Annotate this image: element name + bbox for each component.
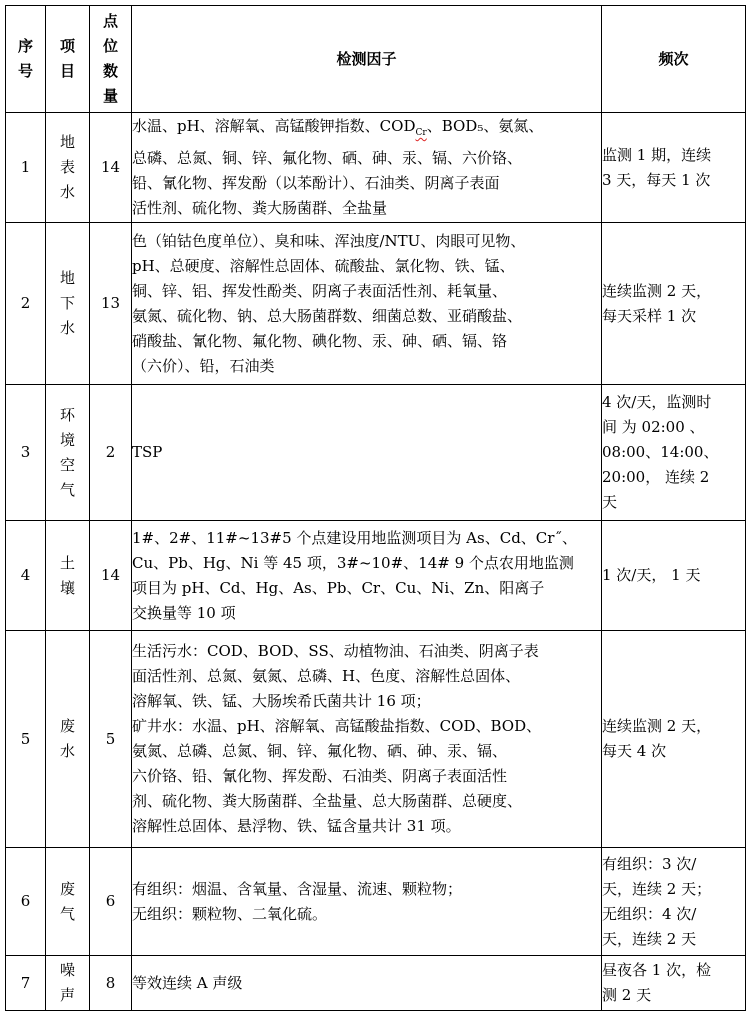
row-freq: 有组织：3 次/ 天，连续 2 天； 无组织：4 次/ 天，连续 2 天 bbox=[602, 848, 746, 956]
row-freq: 连续监测 2 天， 每天采样 1 次 bbox=[602, 223, 746, 385]
table-row bbox=[6, 848, 746, 956]
row-seq: 1 bbox=[6, 113, 46, 223]
row-count: 8 bbox=[90, 956, 132, 1011]
row-item: 环 境 空 气 bbox=[46, 385, 90, 521]
row-freq: 4 次/天，监测时 间 为 02:00 、 08:00、14:00、 20:00， 连续 2 天 bbox=[602, 385, 746, 521]
row-count: 13 bbox=[90, 223, 132, 385]
row-count: 5 bbox=[90, 631, 132, 848]
row-count: 14 bbox=[90, 113, 132, 223]
row-freq: 连续监测 2 天， 每天 4 次 bbox=[602, 631, 746, 848]
header-count: 点 位 数 量 bbox=[90, 6, 132, 113]
header-seq: 序 号 bbox=[6, 6, 46, 113]
header-row bbox=[6, 6, 746, 113]
table-row bbox=[6, 521, 746, 631]
table-row bbox=[6, 956, 746, 1011]
monitoring-table bbox=[5, 5, 746, 1011]
header-item: 项 目 bbox=[46, 6, 90, 113]
header-freq: 频次 bbox=[602, 6, 746, 113]
row-seq: 4 bbox=[6, 521, 46, 631]
row-seq: 6 bbox=[6, 848, 46, 956]
table-row bbox=[6, 223, 746, 385]
table-row bbox=[6, 113, 746, 223]
row-freq: 昼夜各 1 次，检 测 2 天 bbox=[602, 956, 746, 1011]
row-factor: 水温、pH、溶解氧、高锰酸钾指数、$COD_{Cr}$、BOD₅、氨氮、 总磷、总氮、铜、锌、氟化物、硒、砷、汞、镉、六价铬、 铅、氰化物、挥发酚（以苯酚计）、石油类、阴离子表面 活性剂、硫化物、粪大肠菌群、全盐量 bbox=[132, 113, 602, 223]
row-item: 地 下 水 bbox=[46, 223, 90, 385]
row-item: 废 水 bbox=[46, 631, 90, 848]
row-freq: 1 次/天， 1 天 bbox=[602, 521, 746, 631]
row-factor: 有组织：烟温、含氧量、含湿量、流速、颗粒物； 无组织：颗粒物、二氧化硫。 bbox=[132, 848, 602, 956]
header-factor: 检测因子 bbox=[132, 6, 602, 113]
table-row bbox=[6, 631, 746, 848]
row-item: 土 壤 bbox=[46, 521, 90, 631]
row-freq: 监测 1 期，连续 3 天，每天 1 次 bbox=[602, 113, 746, 223]
row-item: 噪 声 bbox=[46, 956, 90, 1011]
row-item: 地 表 水 bbox=[46, 113, 90, 223]
row-seq: 3 bbox=[6, 385, 46, 521]
row-item: 废 气 bbox=[46, 848, 90, 956]
row-seq: 5 bbox=[6, 631, 46, 848]
table-row bbox=[6, 385, 746, 521]
row-count: 6 bbox=[90, 848, 132, 956]
row-factor: 等效连续 A 声级 bbox=[132, 956, 602, 1011]
row-factor: 生活污水：COD、BOD、SS、动植物油、石油类、阴离子表 面活性剂、总氮、氨氮、总磷、H、色度、溶解性总固体、 溶解氧、铁、锰、大肠埃希氏菌共计 16 项； 矿井水：水温、pH、溶解氧、高锰酸盐指数、COD、BOD、 氨氮、总磷、总氮、铜、锌、氟化物、硒、砷、汞、镉、 六价铬、铅、氰化物、挥发酚、石油类、阴离子表面活性 剂、硫化物、粪大肠菌群、全盐量、总大肠菌群、总硬度、 溶解性总固体、悬浮物、铁、锰含量共计 31 项。 bbox=[132, 631, 602, 848]
row-count: 2 bbox=[90, 385, 132, 521]
row-factor: 1#、2#、11#~13#5 个点建设用地监测项目为 As、Cd、Cr˝、 Cu、Pb、Hg、Ni 等 45 项，3#~10#、14# 9 个点农用地监测 项目为 pH、Cd、Hg、As、Pb、Cr、Cu、Ni、Zn、阳离子 交换量等 10 项 bbox=[132, 521, 602, 631]
row-count: 14 bbox=[90, 521, 132, 631]
row-seq: 2 bbox=[6, 223, 46, 385]
row-factor: TSP bbox=[132, 385, 602, 521]
row-factor: 色（铂钴色度单位）、臭和味、浑浊度/NTU、肉眼可见物、 pH、总硬度、溶解性总固体、硫酸盐、氯化物、铁、锰、 铜、锌、铝、挥发性酚类、阴离子表面活性剂、耗氧量、 氨氮、硫化物、钠、总大肠菌群数、细菌总数、亚硝酸盐、 硝酸盐、氰化物、氟化物、碘化物、汞、砷、硒、镉、铬 （六价）、铅，石油类 bbox=[132, 223, 602, 385]
row-seq: 7 bbox=[6, 956, 46, 1011]
